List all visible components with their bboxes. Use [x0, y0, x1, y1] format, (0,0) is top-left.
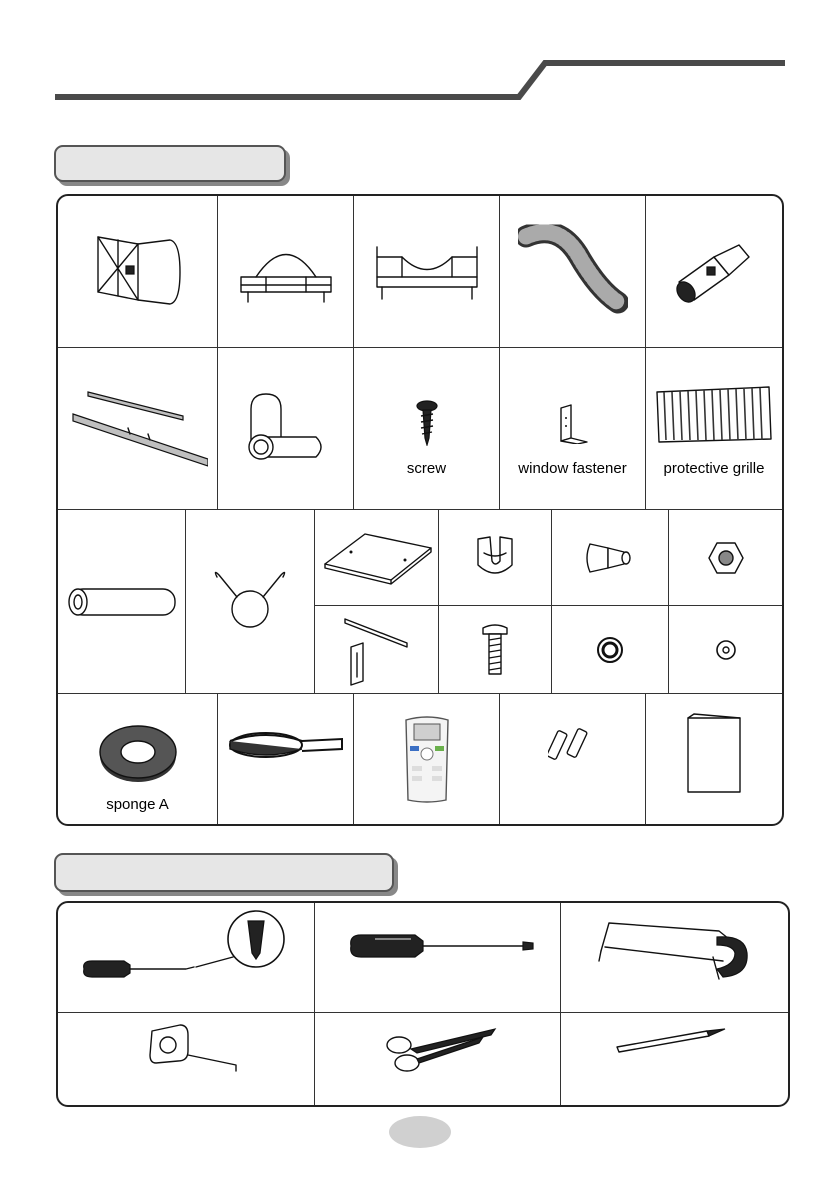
accessory-cell	[58, 510, 186, 694]
window-panel-bracket-icon	[372, 237, 482, 307]
pipe-clamp-icon	[470, 533, 520, 583]
accessory-cell	[315, 606, 439, 694]
accessory-cell	[552, 606, 669, 694]
spring-clip-icon	[205, 567, 295, 637]
scissors-icon	[383, 1023, 499, 1075]
tools-section-tab	[54, 853, 394, 892]
header-rule	[0, 0, 840, 110]
sponge-tape-icon	[226, 723, 346, 763]
phillips-screwdriver-icon	[78, 909, 293, 1005]
exhaust-hose-icon	[518, 224, 628, 319]
accessory-cell	[646, 196, 782, 348]
batteries-icon	[548, 723, 598, 763]
accessory-cell	[58, 348, 218, 510]
tool-cell	[561, 1013, 788, 1105]
accessory-cell	[552, 510, 669, 606]
accessory-cell	[58, 694, 218, 824]
pencil-icon	[613, 1025, 729, 1055]
accessory-cell	[439, 510, 552, 606]
accessory-cell	[354, 348, 500, 510]
screw-caption: screw	[406, 460, 447, 477]
accessory-cell	[58, 196, 218, 348]
accessory-cell	[186, 510, 315, 694]
accessory-cell	[646, 348, 782, 510]
accessory-cell	[218, 694, 354, 824]
sponge-a-caption: sponge A	[106, 796, 169, 813]
sponge-roll-icon	[96, 722, 180, 784]
accessory-cell	[439, 606, 552, 694]
accessory-cell	[315, 510, 439, 606]
flat-washer-icon	[715, 639, 737, 661]
hex-nut-icon	[708, 541, 744, 575]
accessory-cell	[500, 196, 646, 348]
hinge-bracket-icon	[337, 613, 417, 687]
tool-cell	[315, 1013, 561, 1105]
manual-booklet-icon	[684, 712, 744, 794]
tool-cell	[58, 1013, 315, 1105]
hose-connector-icon	[669, 237, 759, 307]
window-fastener-icon	[557, 404, 589, 444]
accessory-cell	[354, 196, 500, 348]
flat-screwdriver-icon	[345, 931, 535, 961]
hacksaw-icon	[595, 917, 755, 987]
protective-grille-icon	[654, 384, 774, 446]
drain-pipe-icon	[63, 586, 181, 618]
accessories-section-tab	[54, 145, 286, 182]
drain-plug-icon	[582, 536, 638, 580]
tape-measure-icon	[146, 1021, 246, 1077]
window-fastener-caption: window fastener	[518, 460, 627, 477]
window-slider-rails-icon	[68, 384, 208, 474]
screw-icon	[413, 400, 441, 446]
remote-control-icon	[402, 714, 452, 804]
tool-cell	[315, 903, 561, 1013]
mounting-plate-icon	[321, 530, 433, 586]
window-panel-frame-icon	[236, 237, 336, 307]
tool-cell	[58, 903, 315, 1013]
accessory-cell	[500, 694, 646, 824]
tools-grid	[56, 901, 790, 1107]
accessories-grid	[56, 194, 784, 826]
accessory-cell	[646, 694, 782, 824]
protective-grille-caption: protective grille	[663, 460, 765, 477]
accessory-cell	[500, 348, 646, 510]
accessory-cell	[218, 348, 354, 510]
accessory-cell	[354, 694, 500, 824]
washer-icon	[595, 635, 625, 665]
accessory-cell	[218, 196, 354, 348]
tool-cell	[561, 903, 788, 1013]
accessory-cell	[669, 510, 782, 606]
hose-adapter-elbow-icon	[241, 389, 331, 469]
window-slider-adapter-icon	[88, 232, 188, 312]
accessory-cell	[669, 606, 782, 694]
page-number-badge	[389, 1116, 451, 1148]
bolt-icon	[480, 622, 510, 678]
